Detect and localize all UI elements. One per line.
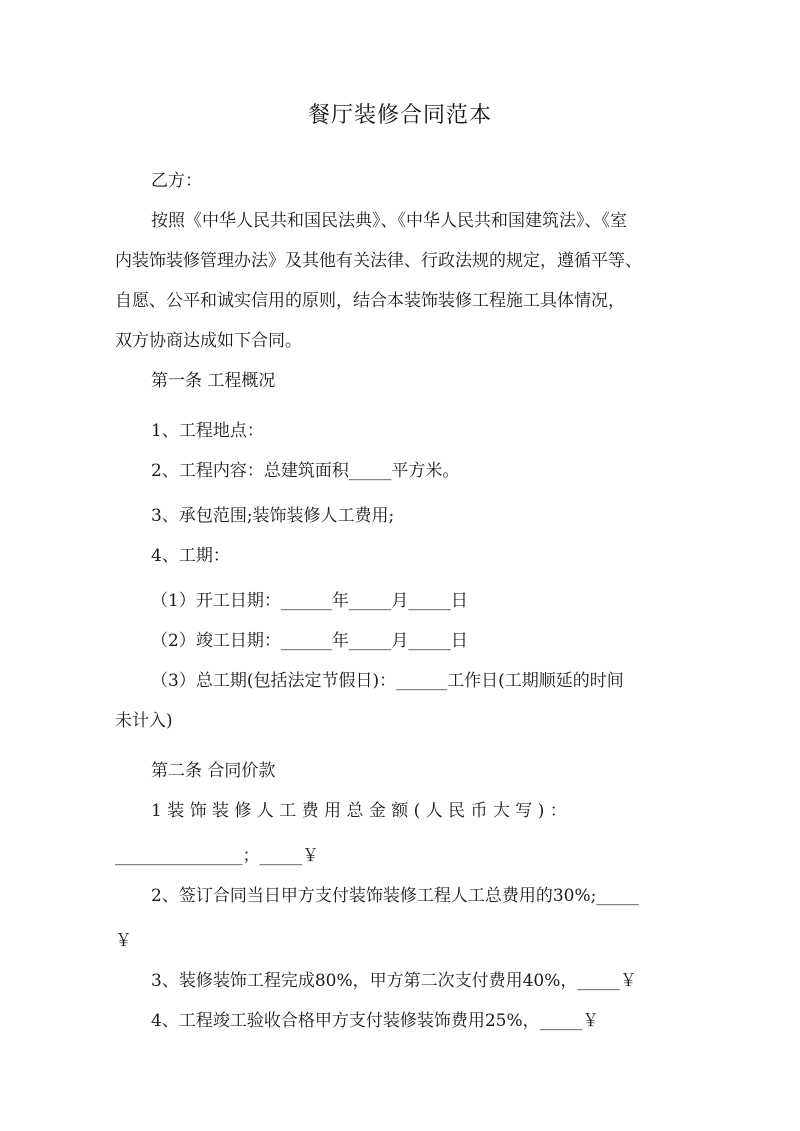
preamble-line-1: 按照《中华人民共和国民法典》、《中华人民共和国建筑法》、《室 <box>151 211 627 231</box>
payment-second-line: 3、装修装饰工程完成80%，甲方第二次支付费用40%，_____￥ <box>151 971 637 991</box>
price-total-line: 1 装 饰 装 修 人 工 费 用 总 金 额 ( 人 民 币 大 写 ) ： <box>151 801 567 821</box>
preamble-line-4: 双方协商达成如下合同。 <box>115 331 302 351</box>
preamble-line-3: 自愿、公平和诚实信用的原则，结合本装饰装修工程施工具体情况， <box>115 291 625 311</box>
item-completion-date: （2）竣工日期：______年_____月_____日 <box>151 631 468 651</box>
payment-third-line: 4、工程竣工验收合格甲方支付装修装饰费用25%，_____￥ <box>151 1011 600 1031</box>
party-b-line: 乙方： <box>151 171 202 191</box>
price-total-blank: _______________；_____￥ <box>115 846 319 866</box>
item-total-period-cont: 未计入) <box>115 711 173 731</box>
preamble-line-2: 内装饰装修管理办法》及其他有关法律、行政法规的规定，遵循平等、 <box>115 251 642 271</box>
payment-first-line: 2、签订合同当日甲方支付装饰装修工程人工总费用的30%;_____ <box>151 886 639 906</box>
item-period: 4、工期： <box>151 546 230 566</box>
article-2-heading: 第二条 合同价款 <box>151 761 276 781</box>
item-start-date: （1）开工日期：______年_____月_____日 <box>151 591 468 611</box>
item-total-period: （3）总工期(包括法定节假日)：______工作日(工期顺延的时间 <box>151 671 624 691</box>
article-1-heading: 第一条 工程概况 <box>151 371 276 391</box>
item-scope: 3、承包范围;装饰装修人工费用; <box>151 506 395 526</box>
payment-first-cont: ￥ <box>115 931 132 951</box>
document-title: 餐厅装修合同范本 <box>307 103 492 128</box>
item-content: 2、工程内容：总建筑面积_____平方米。 <box>151 461 460 481</box>
item-location: 1、工程地点： <box>151 421 264 441</box>
